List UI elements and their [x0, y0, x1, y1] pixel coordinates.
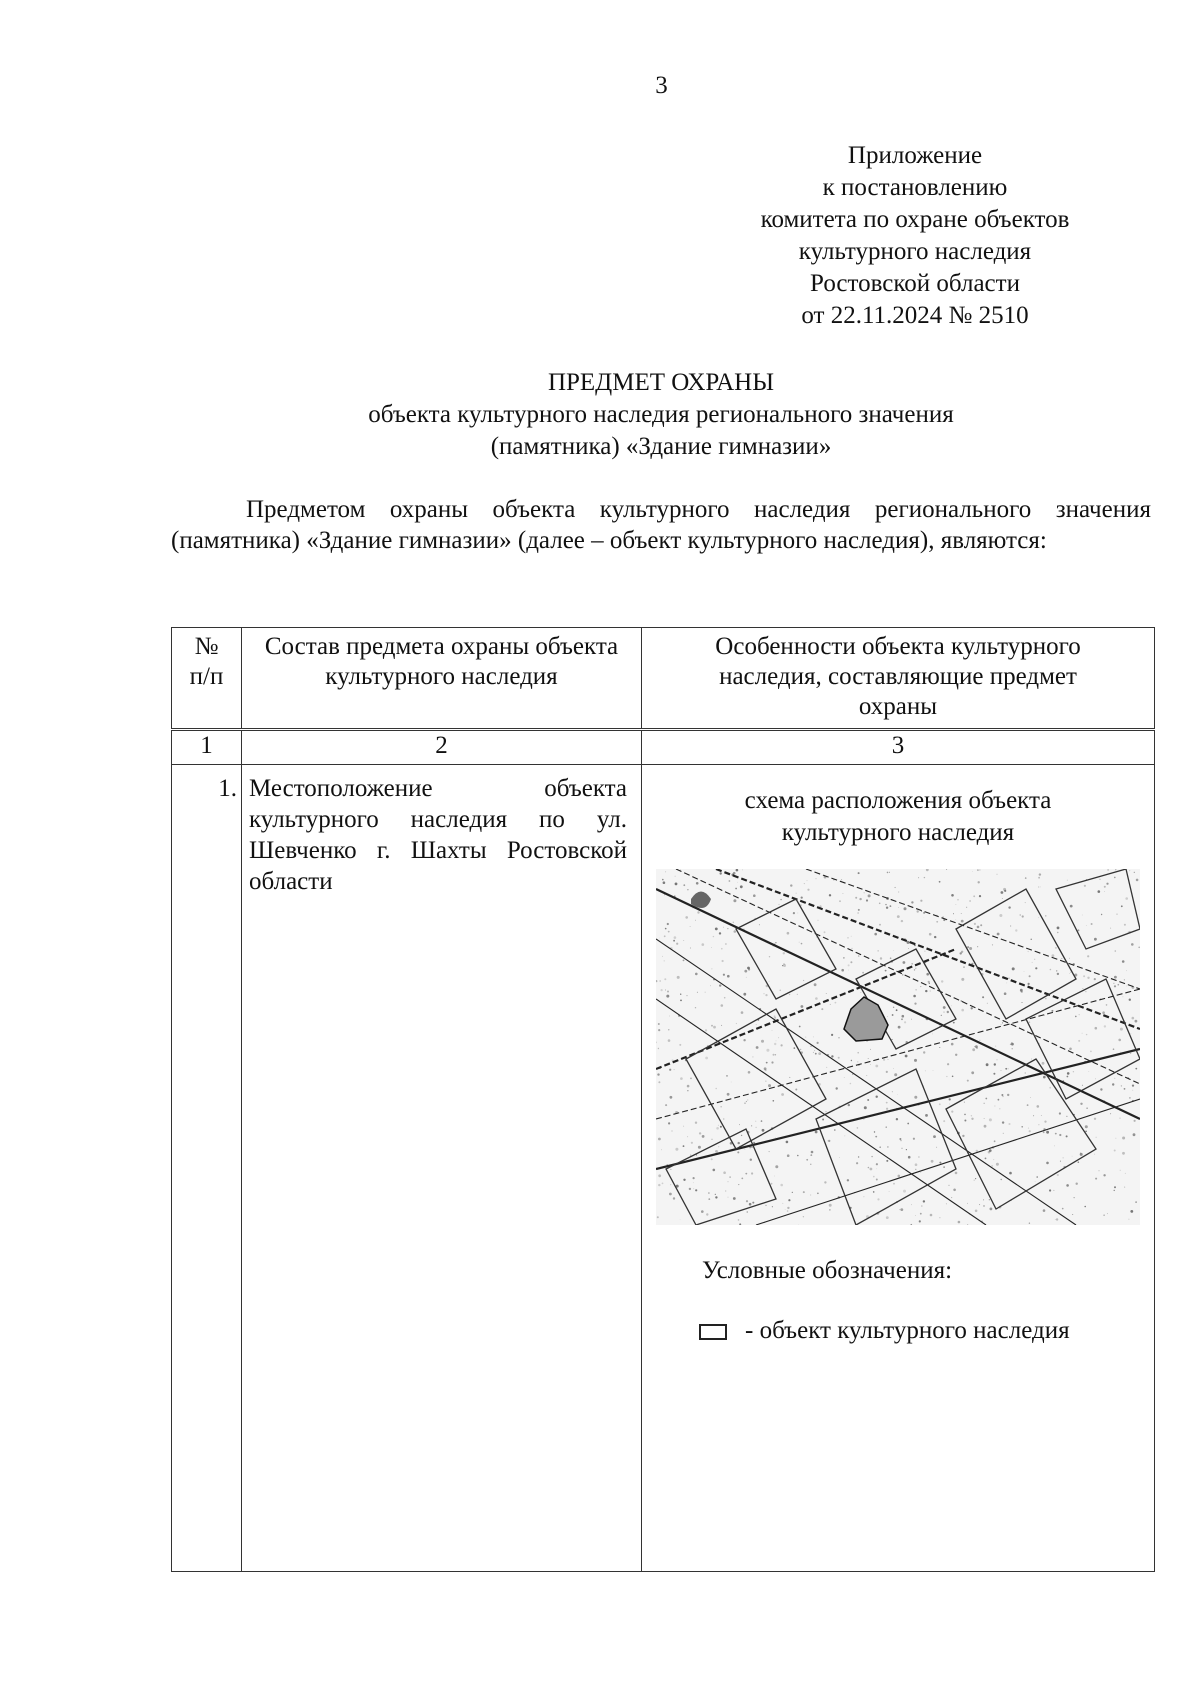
appendix-line: комитета по охране объектов — [760, 206, 1070, 233]
column-number: 1 — [172, 730, 242, 765]
legend-item — [642, 1315, 1154, 1347]
protection-table — [171, 627, 1155, 1572]
title-line: объекта культурного наследия регионального значения — [368, 401, 954, 428]
appendix-line: Приложение — [847, 142, 983, 169]
legend-label: - объект культурного наследия — [745, 1317, 1070, 1344]
row-index: 1. — [172, 765, 242, 1572]
appendix-block — [715, 140, 1115, 332]
header-number: № п/п — [172, 628, 242, 730]
location-map-image — [656, 869, 1140, 1225]
appendix-line: культурного наследия — [798, 238, 1032, 265]
page-number: 3 — [655, 72, 668, 99]
table-row — [172, 765, 1155, 1572]
scheme-cell — [642, 765, 1155, 1572]
title-heading: ПРЕДМЕТ ОХРАНЫ — [547, 369, 775, 396]
table-header-row — [172, 628, 1155, 730]
column-number: 2 — [242, 730, 642, 765]
header-features: Особенности объекта культурного наследия, составляющие предмет охраны — [642, 628, 1155, 730]
document-title — [170, 367, 1152, 463]
intro-paragraph: Предметом охраны объекта культурного наследия регионального значения (памятника) «Здание гимназии» (далее – объект культурного наследия), являются: — [171, 496, 1151, 554]
appendix-line: от 22.11.2024 № 2510 — [801, 302, 1029, 329]
header-composition: Состав предмета охраны объекта культурного наследия — [242, 628, 642, 730]
appendix-line: к постановлению — [822, 174, 1008, 201]
legend-title: Условные обозначения: — [702, 1257, 953, 1284]
column-number: 3 — [642, 730, 1155, 765]
appendix-line: Ростовской области — [810, 270, 1020, 297]
column-number-row — [172, 730, 1155, 765]
legend-rectangle-icon — [699, 1324, 727, 1340]
scheme-caption: схема расположения объекта культурного наследия — [744, 787, 1052, 846]
location-text: Местоположение объекта культурного наследия по ул. Шевченко г. Шахты Ростовской области — [242, 765, 642, 1572]
title-line: (памятника) «Здание гимназии» — [490, 433, 832, 460]
